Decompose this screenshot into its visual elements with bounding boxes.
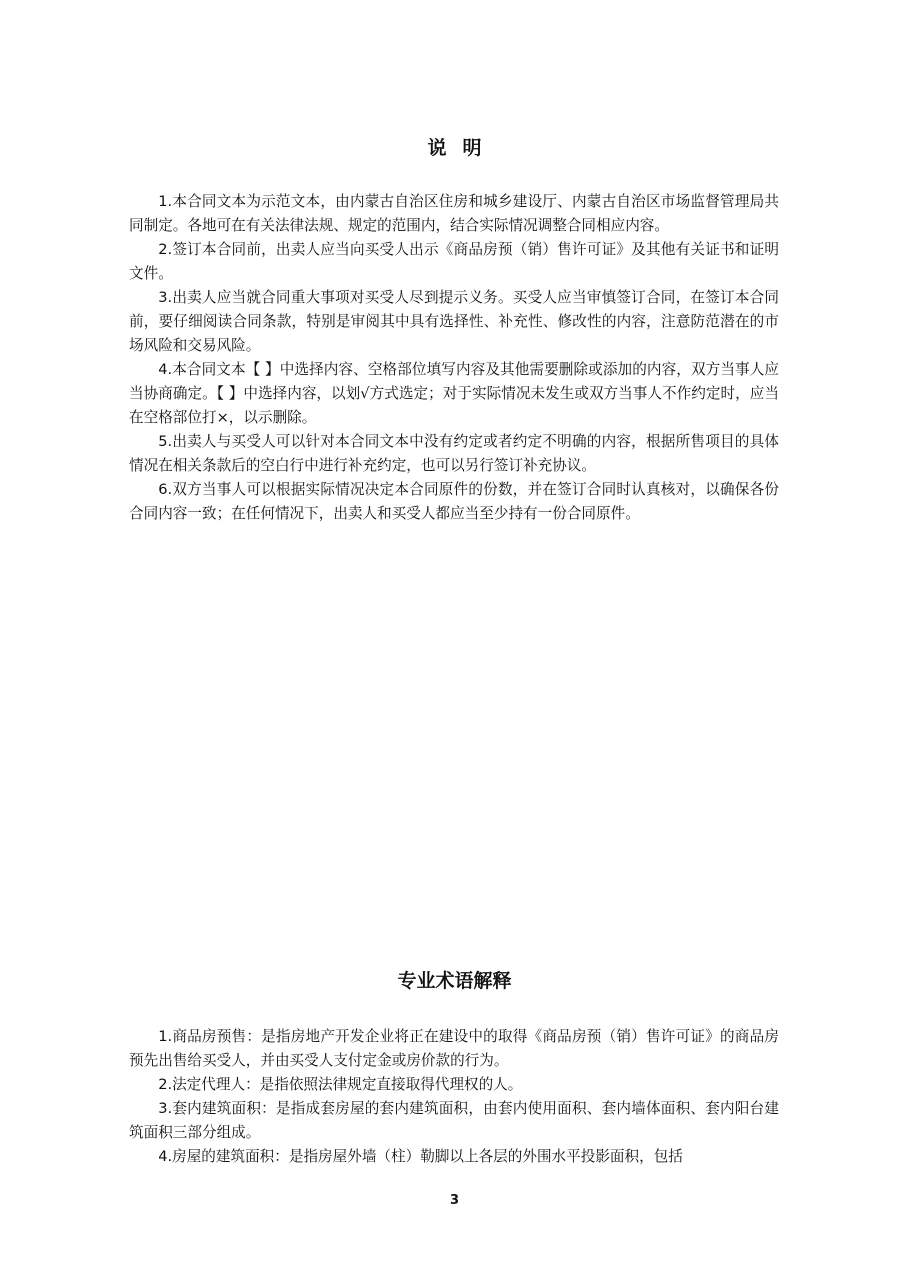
section-title-instructions: 说明 (427, 137, 498, 159)
term-paragraph-1: 1.商品房预售：是指房地产开发企业将正在建设中的取得《商品房预（销）售许可证》的商品房预先出售给买受人，并由买受人支付定金或房价款的行为。 (129, 1028, 779, 1069)
instruction-paragraph-1: 1.本合同文本为示范文本，由内蒙古自治区住房和城乡建设厅、内蒙古自治区市场监督管理局共同制定。各地可在有关法律法规、规定的范围内，结合实际情况调整合同相应内容。 (129, 193, 779, 234)
instruction-paragraph-5: 5.出卖人与买受人可以针对本合同文本中没有约定或者约定不明确的内容，根据所售项目的具体情况在相关条款后的空白行中进行补充约定，也可以另行签订补充协议。 (129, 433, 779, 474)
instruction-paragraph-4: 4.本合同文本【 】中选择内容、空格部位填写内容及其他需要删除或添加的内容，双方当事人应当协商确定。【 】中选择内容，以划√方式选定；对于实际情况未发生或双方当事人不作约定时，应当在空格部位打×，以示删除。 (129, 361, 779, 426)
instruction-paragraph-2: 2.签订本合同前，出卖人应当向买受人出示《商品房预（销）售许可证》及其他有关证书和证明文件。 (129, 241, 779, 282)
term-paragraph-3: 3.套内建筑面积：是指成套房屋的套内建筑面积，由套内使用面积、套内墙体面积、套内阳台建筑面积三部分组成。 (129, 1100, 779, 1141)
instruction-paragraph-3: 3.出卖人应当就合同重大事项对买受人尽到提示义务。买受人应当审慎签订合同，在签订本合同前，要仔细阅读合同条款，特别是审阅其中具有选择性、补充性、修改性的内容，注意防范潜在的市场风险和交易风险。 (129, 289, 779, 354)
term-paragraph-4: 4.房屋的建筑面积：是指房屋外墙（柱）勒脚以上各层的外围水平投影面积，包括 (158, 1148, 683, 1165)
section-title-terms: 专业术语解释 (397, 970, 512, 992)
instructions-section (129, 190, 779, 526)
term-paragraph-2: 2.法定代理人：是指依照法律规定直接取得代理权的人。 (158, 1076, 523, 1093)
terms-section (129, 1025, 779, 1169)
instruction-paragraph-6: 6.双方当事人可以根据实际情况决定本合同原件的份数，并在签订合同时认真核对，以确保各份合同内容一致；在任何情况下，出卖人和买受人都应当至少持有一份合同原件。 (129, 481, 779, 522)
page-number: 3 (449, 1193, 460, 1208)
